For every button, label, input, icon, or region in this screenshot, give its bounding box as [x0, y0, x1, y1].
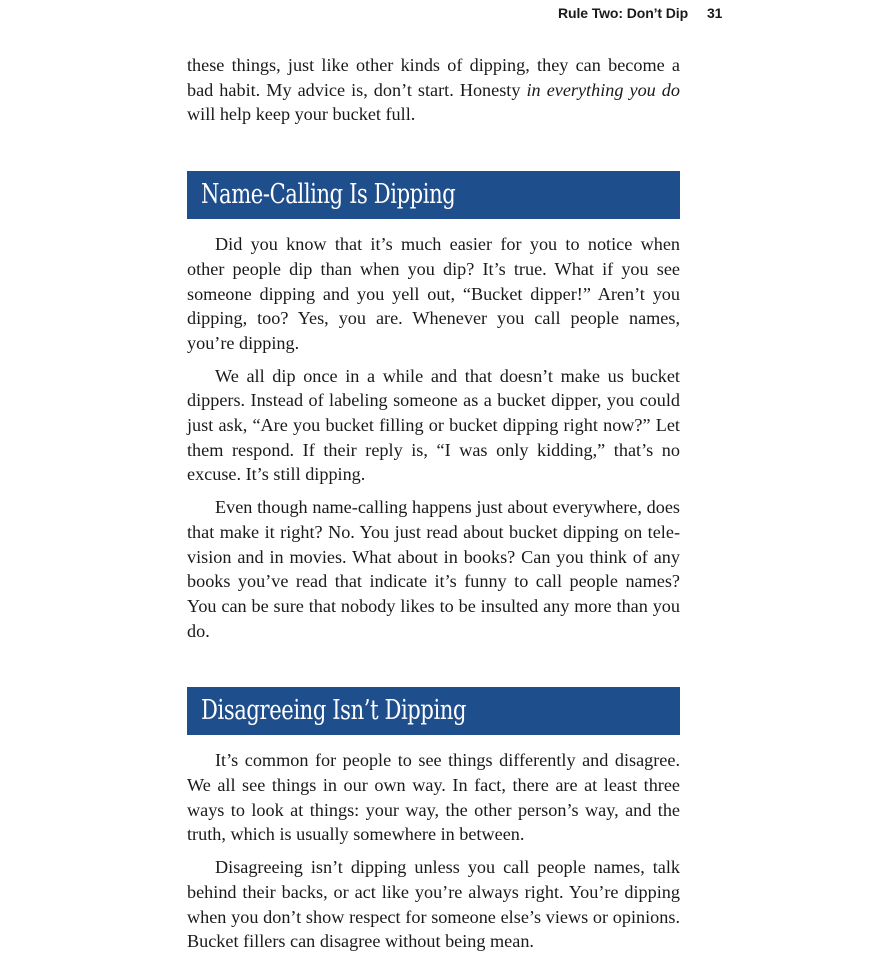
running-head — [558, 5, 728, 21]
intro-emphasis: in everything you do — [526, 79, 680, 100]
body-paragraph: Did you know that it’s much easier for you to notice when other people dip than when you dip? It’s true. What if you see someone dipping and you yell out, “Bucket dipper!” Aren’t you dipping, too? Yes, you are. Whenever you call people names, you’re dipping. — [187, 234, 680, 353]
body-paragraph: It’s common for people to see things differently and disagree. We all see things in our own way. In fact, there are at least three ways to look at things: your way, the other person’s way, and the truth, which is usually somewhere in between. — [187, 750, 680, 845]
body-paragraph: Even though name-calling happens just about everywhere, does that make it right? No. You just read about bucket dipping on television and in movies. What about in books? Can you think of any books you’ve read that indicate it’s funny to call people names? You can be sure that nobody likes to be insulted any more than you do. — [187, 497, 680, 641]
section-heading-disagreeing: Disagreeing Isn’t Dipping — [201, 695, 467, 726]
body-paragraph: Disagreeing isn’t dipping unless you call people names, talk behind their backs, or act like you’re always right. You’re dipping when you don’t show respect for someone else’s views or opinions. Bucket fillers can disagree without being mean. — [187, 857, 680, 952]
section-heading-name-calling: Name-Calling Is Dipping — [201, 178, 456, 210]
section-heading-wrap — [187, 687, 680, 735]
page-number: 31 — [707, 5, 723, 21]
text-column — [187, 53, 680, 954]
intro-paragraph — [187, 53, 680, 127]
section-heading-wrap — [187, 171, 680, 219]
body-paragraph: We all dip once in a while and that doesn’t make us bucket dippers. Instead of labeling someone as a bucket dipper, you could just ask, “Are you bucket filling or bucket dipping right now?” Let them respond. If their reply is, “I was only kidding,” that’s no excuse. It’s still dipping. — [187, 365, 680, 485]
section-heading-bar — [187, 687, 680, 735]
intro-text-before: these things, just like other kinds of dipping, they can become a bad habit. My advice is, don’t start. Honesty — [187, 55, 680, 100]
section-heading-bar — [187, 171, 680, 219]
intro-text-after: will help keep your bucket full. — [187, 104, 416, 125]
running-head-title: Rule Two: Don’t Dip — [558, 5, 689, 21]
